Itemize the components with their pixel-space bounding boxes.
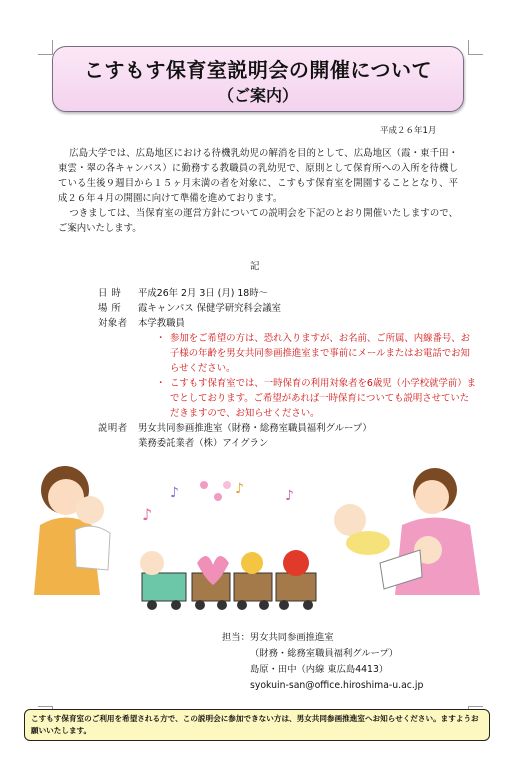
page-subtitle: （ご案内） [217, 86, 298, 105]
mother-reading-book-icon [380, 468, 480, 595]
toy-train-icon [140, 550, 316, 610]
detail-value: 男女共同参画推進室（財務・総務室職員福利グループ） [138, 423, 372, 434]
intro-paragraph: つきましては、当保育室の運営方針についての説明会を下記のとおり開催いたしますので、ご案内いたします。 [58, 208, 458, 234]
detail-label: 説明者 [98, 423, 128, 434]
page-title: こすもす保育室説明会の開催について [83, 58, 433, 82]
svg-text:♪: ♪ [235, 481, 244, 497]
svg-text:♪: ♪ [170, 485, 179, 501]
detail-row-datetime [98, 286, 478, 301]
detail-label: 対象者 [98, 318, 128, 329]
detail-value: 業務委託業者（株）アイグラン [138, 438, 269, 449]
event-details [98, 286, 478, 451]
detail-value: 平成26年 2月 3日 (月) 18時～ [138, 288, 269, 299]
contact-email: syokuin-san@office.hiroshima-u.ac.jp [250, 680, 424, 691]
notation-heading: 記 [250, 261, 260, 272]
footer-notice: こすもす保育室のご利用を希望される方で、この説明会に参加できない方は、男女共同参画推進室へお知らせください。ますようお願いいたします。 [24, 709, 490, 741]
mother-holding-baby-icon [34, 466, 110, 595]
detail-row-presenter [98, 421, 478, 436]
detail-value: 本学教職員 [138, 318, 185, 329]
detail-row-target [98, 316, 478, 331]
detail-label: 場 所 [98, 303, 122, 314]
svg-text:♪: ♪ [285, 488, 294, 504]
title-banner [52, 46, 464, 112]
intro-text [58, 146, 458, 236]
contact-block [222, 630, 423, 694]
svg-text:♪: ♪ [142, 505, 153, 524]
page-corner-mark [38, 40, 53, 55]
intro-paragraph: 広島大学では、広島地区における待機乳幼児の解消を目的として、広島地区（霞・東千田・東雲・翠の各キャンパス）に勤務する教職員の乳幼児で、原則として保育所への入所を待機している生後９週目から１５ヶ月末満の者を対象に、こすもす保育室を開園することとなり、平成２６年４月の開園に向けて準備を進めております。 [58, 148, 458, 204]
crawling-baby-icon [334, 504, 390, 555]
contact-names: 島原・田中（内線 東広島4413） [250, 664, 389, 675]
page-corner-mark [468, 40, 483, 55]
detail-row-presenter-2 [98, 436, 478, 451]
detail-value: 霞キャンパス 保健学研究科会議室 [138, 303, 281, 314]
contact-person: 担当：男女共同参画推進室 [222, 632, 334, 643]
childcare-illustration [30, 455, 490, 625]
music-note-icon [142, 481, 294, 524]
issue-date: 平成２６年1月 [380, 126, 437, 136]
note-item: ・ 参加をご希望の方は、恐れ入りますが、お名前、ご所属、内線番号、お子様の年齢を男女共同参画推進室まで事前にメールまたはお電話でお知らせください。 [160, 331, 478, 376]
detail-label: 日 時 [98, 288, 122, 299]
notes-list [160, 331, 478, 421]
note-item: ・ こすもす保育室では、一時保育の利用対象者を6歳児（小学校就学前）までとしております。ご希望があれば一時保育についても説明させていただきますので、お知らせください。 [160, 376, 478, 421]
flower-icon [200, 481, 231, 501]
contact-group: （財務・総務室職員福利グループ） [250, 648, 399, 659]
detail-row-place [98, 301, 478, 316]
